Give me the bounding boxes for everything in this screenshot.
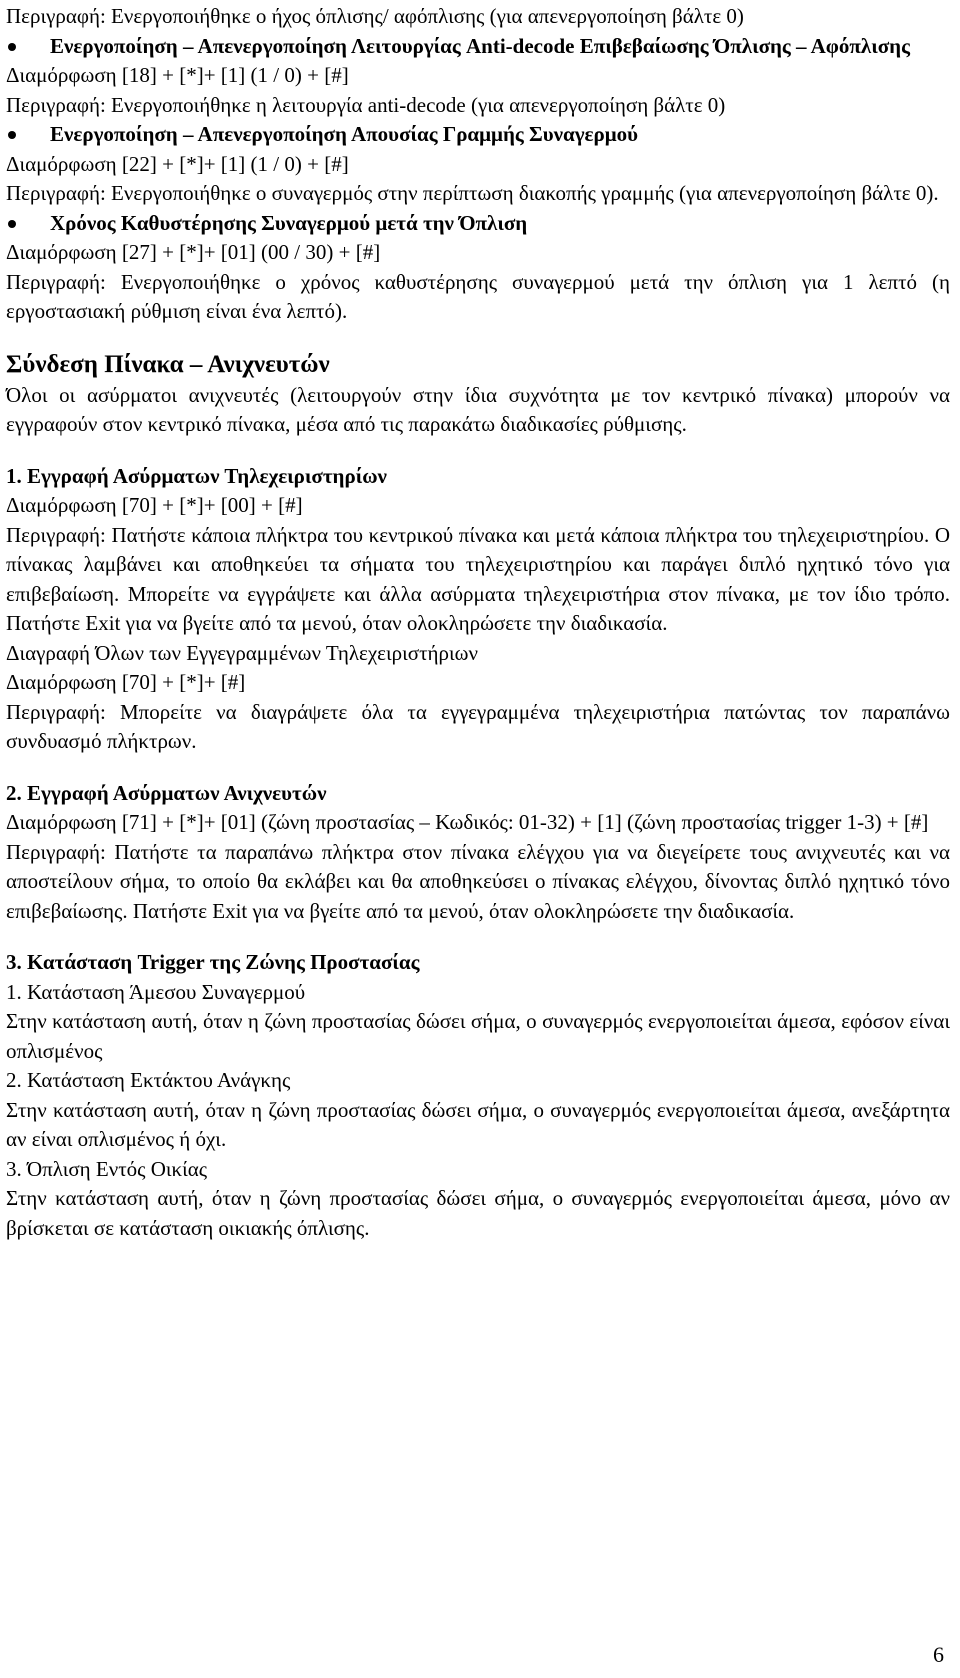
description-line: Περιγραφή: Μπορείτε να διαγράψετε όλα τα εγγεγραμμένα τηλεχειριστήρια πατώντας τον παραπάνω συνδυασμό πλήκτρων.	[6, 699, 950, 753]
description-line: Περιγραφή: Πατήστε κάποια πλήκτρα του κεντρικού πίνακα και μετά κάποια πλήκτρα του τηλεχειριστηρίου. Ο πίνακας λαμβάνει και αποθηκεύει τα σήματα του τηλεχειριστηρίου και παράγει διπλό ηχητικό τόνο για επιβεβαίωση. Μπορείτε να εγγράψετε και άλλα ασύρματα τηλεχειριστήρια στον πίνακα, με τον ίδιο τρόπο. Πατήστε Exit για να βγείτε από τα μενού, όταν ολοκληρώσετε την διαδικασία.	[6, 522, 950, 635]
bullet-heading-line-absence: Ενεργοποίηση – Απενεργοποίηση Απουσίας Γραμμής Συναγερμού	[6, 120, 950, 150]
config-line: Διαμόρφωση [71] + [*]+ [01] (ζώνη προστασίας – Κωδικός: 01-32) + [1] (ζώνη προστασίας trigger 1-3) + [#]	[6, 810, 929, 834]
description-line: Περιγραφή: Πατήστε τα παραπάνω πλήκτρα στον πίνακα ελέγχου για να διεγείρετε τους ανιχνευτές και να αποστείλουν σήμα, το οποίο θα εκλάβει και θα αποθηκεύσει ο πίνακας ελέγχου, δίνοντας διπλό ηχητικό τόνο επιβεβαίωσης. Πατήστε Exit για να βγείτε από τα μενού, όταν ολοκληρώσετε την διαδικασία.	[6, 839, 950, 923]
mode-description: Στην κατάσταση αυτή, όταν η ζώνη προστασίας δώσει σήμα, ο συναγερμός ενεργοποιείται άμεσα, μόνο αν βρίσκεται σε κατάσταση οικιακής όπλισης.	[6, 1186, 950, 1240]
subsection-heading-detectors: 2. Εγγραφή Ασύρματων Ανιχνευτών	[6, 780, 327, 805]
description-line: Περιγραφή: Ενεργοποιήθηκε ο χρόνος καθυστέρησης συναγερμού μετά την όπλιση για 1 λεπτό (η εργοστασιακή ρύθμιση είναι ένα λεπτό).	[6, 269, 950, 323]
page-number: 6	[933, 1642, 944, 1667]
section-heading: Σύνδεση Πίνακα – Ανιχνευτών	[6, 350, 330, 378]
mode-title: 1. Κατάσταση Άμεσου Συναγερμού	[6, 979, 306, 1004]
description-line: Περιγραφή: Ενεργοποιήθηκε ο ήχος όπλισης/ αφόπλισης (για απενεργοποίηση βάλτε 0)	[6, 4, 744, 28]
description-line: Περιγραφή: Ενεργοποιήθηκε ο συναγερμός στην περίπτωση διακοπής γραμμής (για απενεργοποίηση βάλτε 0).	[6, 181, 939, 205]
section-intro: Όλοι οι ασύρματοι ανιχνευτές (λειτουργούν στην ίδια συχνότητα με τον κεντρικό πίνακα) μπορούν να εγγραφούν στον κεντρικό πίνακα, μέσα από τις παρακάτω διαδικασίες ρύθμισης.	[6, 382, 950, 436]
bullet-heading-anti-decode: Ενεργοποίηση – Απενεργοποίηση Λειτουργίας Anti-decode Επιβεβαίωσης Όπλισης – Αφόπλισης	[6, 32, 950, 62]
bullet-heading-delay-time: Χρόνος Καθυστέρησης Συναγερμού μετά την Όπλιση	[6, 209, 950, 239]
config-line: Διαμόρφωση [70] + [*]+ [#]	[6, 670, 246, 694]
subsection-heading-remotes: 1. Εγγραφή Ασύρματων Τηλεχειριστηρίων	[6, 463, 387, 488]
delete-remotes-title: Διαγραφή Όλων των Εγγεγραμμένων Τηλεχειριστήριων	[6, 640, 478, 665]
document-page	[6, 2, 950, 1243]
mode-title: 2. Κατάσταση Εκτάκτου Ανάγκης	[6, 1068, 291, 1092]
mode-description: Στην κατάσταση αυτή, όταν η ζώνη προστασίας δώσει σήμα, ο συναγερμός ενεργοποιείται άμεσα, ανεξάρτητα αν είναι οπλισμένος ή όχι.	[6, 1097, 950, 1151]
description-line: Περιγραφή: Ενεργοποιήθηκε η λειτουργία anti-decode (για απενεργοποίηση βάλτε 0)	[6, 92, 726, 117]
config-line: Διαμόρφωση [27] + [*]+ [01] (00 / 30) + [#]	[6, 240, 381, 264]
config-line: Διαμόρφωση [70] + [*]+ [00] + [#]	[6, 493, 303, 517]
mode-description: Στην κατάσταση αυτή, όταν η ζώνη προστασίας δώσει σήμα, ο συναγερμός ενεργοποιείται άμεσα, εφόσον είναι οπλισμένος	[6, 1009, 950, 1063]
subsection-heading-trigger: 3. Κατάσταση Trigger της Ζώνης Προστασίας	[6, 950, 420, 974]
config-line: Διαμόρφωση [22] + [*]+ [1] (1 / 0) + [#]	[6, 151, 349, 176]
config-line: Διαμόρφωση [18] + [*]+ [1] (1 / 0) + [#]	[6, 63, 349, 87]
mode-title: 3. Όπλιση Εντός Οικίας	[6, 1156, 208, 1181]
